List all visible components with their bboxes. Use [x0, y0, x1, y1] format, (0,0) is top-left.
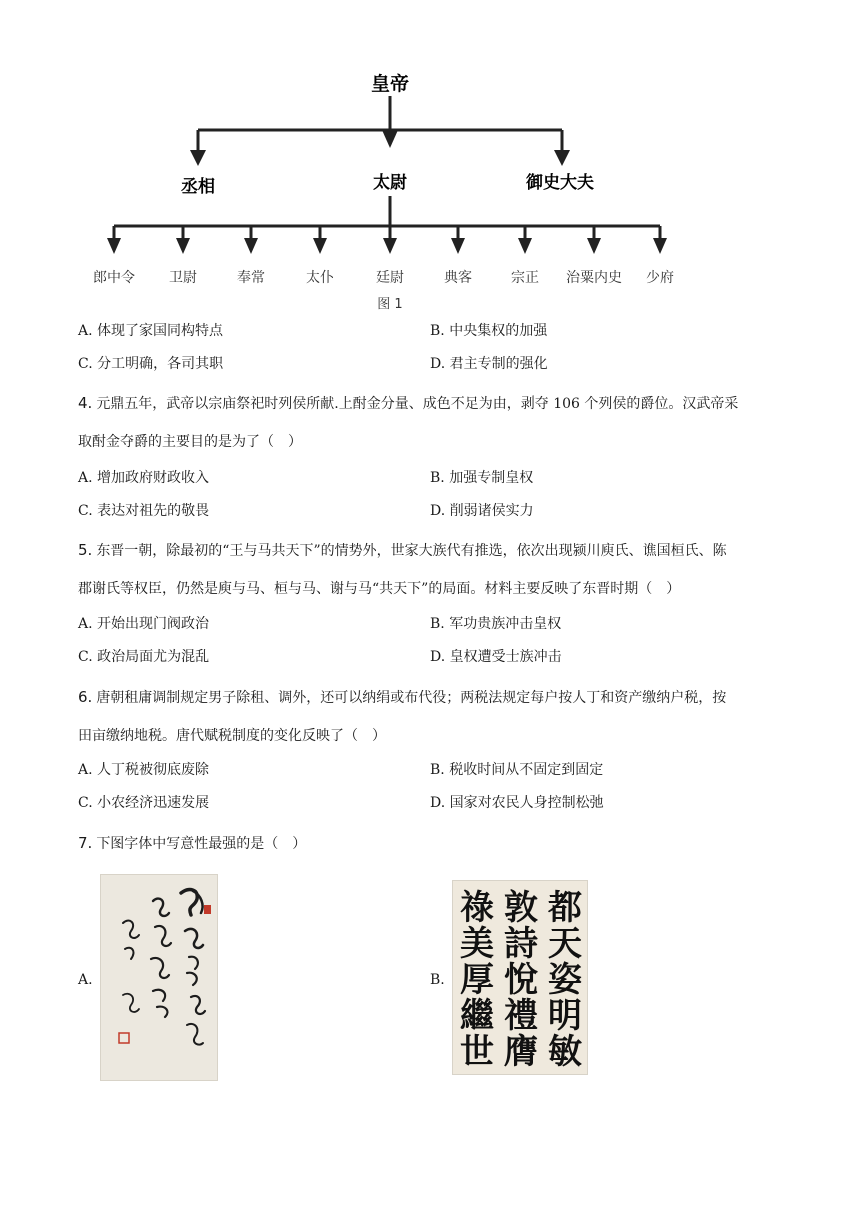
option-c[interactable]: C. 小农经济迅速发展: [78, 795, 210, 811]
calligraphy-char: 姿: [548, 960, 582, 1000]
calligraphy-char: 美: [460, 924, 494, 964]
question-number: 5.: [78, 541, 93, 559]
option-d[interactable]: D. 削弱诸侯实力: [430, 503, 534, 519]
option-c[interactable]: C. 政治局面尤为混乱: [78, 649, 210, 665]
cursive-script-strokes: [101, 875, 217, 1080]
option-b[interactable]: B. 税收时间从不固定到固定: [430, 762, 604, 778]
option-a[interactable]: A. 体现了家国同构特点: [78, 323, 224, 339]
option-a[interactable]: A. 开始出现门阀政治: [78, 616, 210, 632]
node-grand-commandant: 太尉: [373, 173, 407, 193]
clerical-script-characters: [453, 881, 587, 1074]
clerical-script-calligraphy-image[interactable]: [452, 880, 588, 1075]
option-a-label[interactable]: A.: [78, 972, 93, 988]
calligraphy-char: 祿: [460, 888, 494, 928]
calligraphy-char: 都: [548, 888, 582, 928]
question-6-text-line2: 田亩缴纳地税。唐代赋税制度的变化反映了（ ）: [78, 728, 386, 744]
node-minister: 典客: [444, 270, 472, 286]
calligraphy-char: 悅: [504, 960, 538, 1000]
question-4-text: [78, 393, 738, 414]
node-minister: 郎中令: [93, 270, 135, 286]
option-b-label[interactable]: B.: [430, 972, 445, 988]
question-4-text-line2: 取酎金夺爵的主要目的是为了（ ）: [78, 434, 302, 450]
calligraphy-char: 厚: [460, 960, 494, 1000]
option-d[interactable]: D. 皇权遭受士族冲击: [430, 649, 562, 665]
calligraphy-char: 膺: [504, 1032, 538, 1072]
option-c[interactable]: C. 分工明确，各司其职: [78, 356, 224, 372]
question-line: 东晋一朝，除最初的“王与马共天下”的情势外，世家大族代有推选，依次出现颍川庾氏、谯国桓氏、陈: [96, 543, 727, 559]
option-d[interactable]: D. 君主专制的强化: [430, 356, 548, 372]
node-minister: 宗正: [511, 270, 539, 286]
option-b[interactable]: B. 加强专制皇权: [430, 470, 534, 486]
calligraphy-char: 繼: [460, 996, 494, 1036]
question-number: 7.: [78, 834, 93, 852]
node-minister: 廷尉: [376, 270, 404, 286]
question-5-text: [78, 540, 727, 561]
node-emperor: 皇帝: [370, 73, 410, 95]
node-minister: 卫尉: [169, 270, 197, 286]
cursive-calligraphy-image[interactable]: [100, 874, 218, 1081]
question-number: 6.: [78, 688, 93, 706]
calligraphy-char: 敏: [548, 1032, 582, 1072]
calligraphy-char: 詩: [504, 924, 538, 964]
option-a[interactable]: A. 人丁税被彻底废除: [78, 762, 210, 778]
question-6-text: [78, 687, 726, 708]
option-c[interactable]: C. 表达对祖先的敬畏: [78, 503, 210, 519]
node-imperial-censor: 御史大夫: [526, 173, 594, 193]
option-b[interactable]: B. 军功贵族冲击皇权: [430, 616, 562, 632]
node-minister: 少府: [646, 270, 674, 286]
option-d[interactable]: D. 国家对农民人身控制松弛: [430, 795, 604, 811]
node-minister: 奉常: [237, 270, 265, 286]
question-line: 元鼎五年，武帝以宗庙祭祀时列侯所献.上酎金分量、成色不足为由，剥夺 106 个列侯的爵位。汉武帝采: [96, 396, 739, 412]
node-chancellor: 丞相: [181, 177, 215, 197]
option-b[interactable]: B. 中央集权的加强: [430, 323, 548, 339]
figure-caption: 图 1: [377, 297, 403, 312]
question-line: 唐朝租庸调制规定男子除租、调外，还可以纳绢或布代役；两税法规定每户按人丁和资产缴纳户税，按: [96, 690, 727, 706]
calligraphy-char: 世: [460, 1032, 494, 1072]
option-a[interactable]: A. 增加政府财政收入: [78, 470, 210, 486]
calligraphy-char: 敦: [504, 888, 538, 928]
calligraphy-char: 天: [548, 924, 582, 964]
question-line: 下图字体中写意性最强的是（ ）: [96, 836, 307, 852]
calligraphy-char: 明: [548, 996, 582, 1036]
org-chart-diagram: [0, 60, 860, 320]
node-minister: 治粟内史: [566, 270, 622, 286]
question-number: 4.: [78, 394, 93, 412]
question-5-text-line2: 郡谢氏等权臣，仍然是庾与马、桓与马、谢与马“共天下”的局面。材料主要反映了东晋时期（ ）: [78, 581, 681, 597]
calligraphy-char: 禮: [504, 996, 538, 1036]
question-7-text: [78, 833, 306, 854]
node-minister: 太仆: [306, 270, 334, 286]
